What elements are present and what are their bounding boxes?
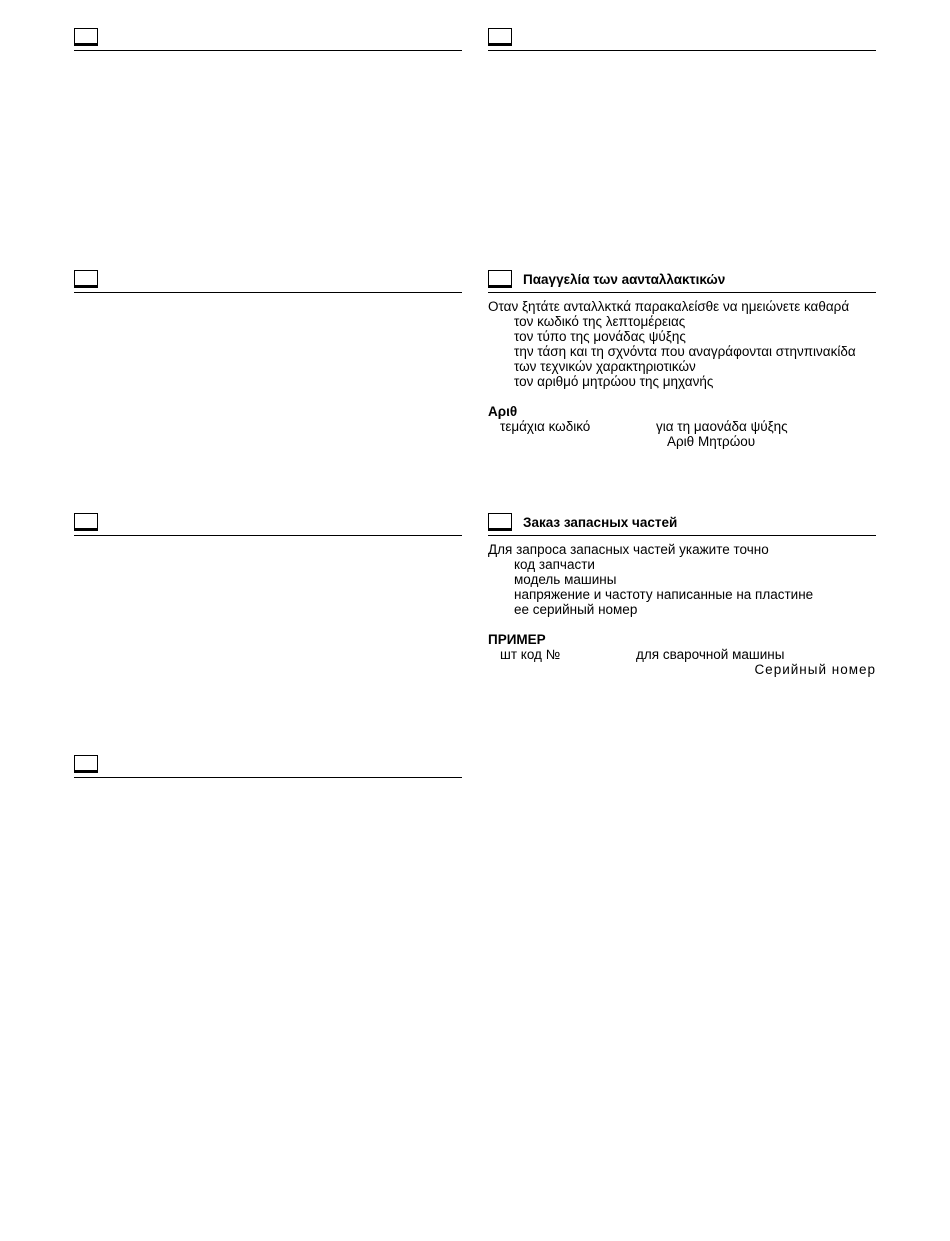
list-item: напряжение и частоту написанные на пластине: [514, 587, 814, 602]
list-item: ее серийный номер: [514, 602, 638, 617]
example-line-2: [488, 662, 876, 677]
example-line-1: [488, 647, 876, 662]
section-left-1: [74, 26, 462, 51]
list-item: модель машины: [514, 572, 617, 587]
section-left-3: [74, 511, 462, 536]
intro-text: Для запроса запасных частей укажите точно: [488, 542, 769, 557]
list-item: τον τύπο της μονάδας ψύξης: [514, 329, 686, 344]
example-quantity-code: шт код №: [500, 647, 561, 662]
example-machine: για τη μαονάδα ψύξης: [656, 419, 788, 434]
section-left-2: [74, 268, 462, 293]
example-quantity-code: τεμάχια κωδικό: [500, 419, 591, 434]
language-box: [488, 28, 512, 46]
section-header: [74, 511, 462, 536]
section-header: [74, 268, 462, 293]
intro-text: Οταν ξητάτε ανταλλκτκά παρακαλείσθε να ημειώνετε καθαρά: [488, 299, 850, 314]
section-greek: [488, 268, 876, 449]
language-box: [488, 513, 512, 531]
list-item: των τεχνικών χαρακτηριοτικών: [514, 359, 696, 374]
section-header: [74, 753, 462, 778]
list-item: τον αριθμό μητρώου της μηχανής: [514, 374, 714, 389]
language-box: [488, 270, 512, 288]
example-line-1: [488, 419, 876, 434]
section-title: Заказ запасных частей: [523, 515, 678, 530]
section-header: [488, 26, 876, 51]
section-right-1: [488, 26, 876, 51]
section-russian: [488, 511, 876, 677]
section-title: Παaγγελία των aανταλλακτικών: [523, 272, 726, 287]
list-item: τον κωδικό της λεπτομέρειας: [514, 314, 686, 329]
section-header: [488, 268, 876, 293]
language-box: [74, 270, 98, 288]
list-item: код запчасти: [514, 557, 595, 572]
section-header: [74, 26, 462, 51]
section-left-4: [74, 753, 462, 778]
language-box: [74, 513, 98, 531]
requirements-list: [488, 314, 876, 389]
requirements-list: [488, 557, 876, 617]
language-box: [74, 755, 98, 773]
example-line-2: [488, 434, 876, 449]
section-header: [488, 511, 876, 536]
example-machine: для сварочной машины: [636, 647, 785, 662]
example-title: Αριθ: [488, 404, 518, 419]
example-title: ПРИМЕР: [488, 632, 546, 647]
example-serial: Серийный номер: [754, 662, 876, 677]
language-box: [74, 28, 98, 46]
example-serial: Αριθ Μητρώου: [667, 434, 756, 449]
list-item: την τάση και τη σχνόντα που αναγράφονται στηνπινακίδα: [514, 344, 856, 359]
